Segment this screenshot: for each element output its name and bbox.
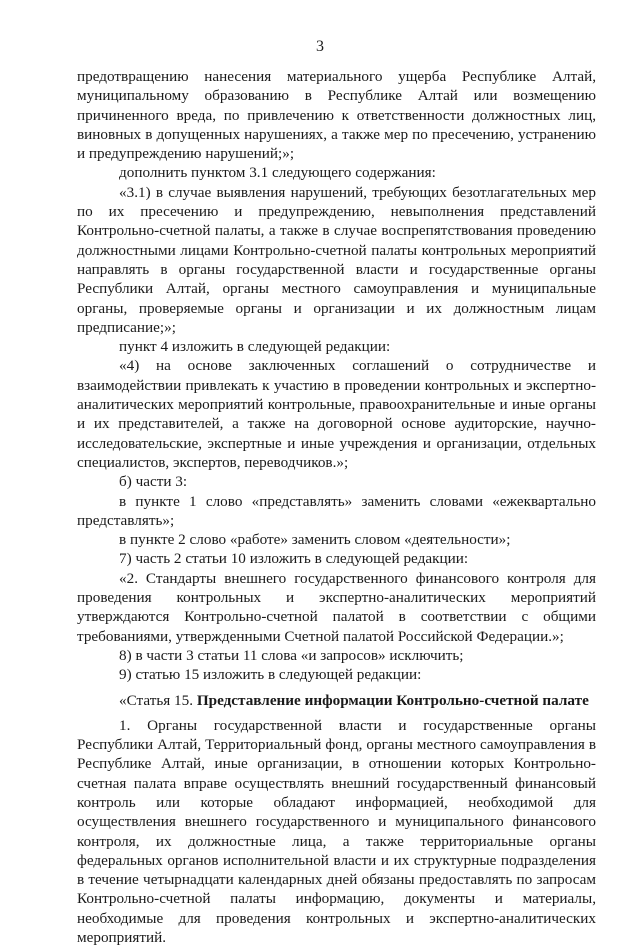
paragraph-item-2: в пункте 2 слово «работе» заменить словом «деятельности»; [119, 531, 511, 549]
paragraph-standards: «2. Стандарты внешнего государственного финансового контроля для проведения контрольных и экспертно-аналитических мероприятий утверждаются Контрольно-счетной палатой в соответствии с общими требованиями, утвержденными Счетной палатой Российской Федерации.»; [77, 569, 596, 645]
page-number: 3 [316, 38, 324, 55]
paragraph-part-3: б) части 3: [119, 473, 188, 491]
paragraph-item-7: 7) часть 2 статьи 10 изложить в следующей редакции: [119, 550, 469, 568]
paragraph-point-4: «4) на основе заключенных соглашений о сотрудничестве и взаимодействии привлекать к участию в проведении контрольных и экспертно-аналитических мероприятий контрольные, правоохранительные и иные органы и их представителей, а также на договорной основе аудиторские, научно-исследовательские, экспертные и иные учреждения и организации, отдельных специалистов, экспертов, переводчиков.»; [77, 357, 596, 471]
paragraph-continuation: предотвращению нанесения материального ущерба Республике Алтай, муниципальному образованию в Республике Алтай или возмещению причиненного вреда, по привлечению к ответственности должностных лиц, виновных в допущенных нарушениях, а также мер по пресечению, устранению и предупреждению нарушений;»; [77, 68, 596, 163]
document-body [77, 67, 596, 947]
article-paragraph-1: 1. Органы государственной власти и государственные органы Республики Алтай, Территориальный фонд, органы местного самоуправления в Республике Алтай, иные организации, в отношении которых Контрольно-счетная палата вправе осуществлять внешний государственный финансовый контроль или которые обладают информацией, необходимой для осуществления внешнего государственного и муниципального финансового контроля, их должностные лица, а также территориальные органы федеральных органов исполнительной власти и их структурные подразделения в течение четырнадцати календарных дней обязаны предоставлять по запросам Контрольно-счетной палаты информацию, документы и материалы, необходимые для проведения контрольных и экспертно-аналитических мероприятий. [77, 716, 596, 947]
paragraph-item-1: в пункте 1 слово «представлять» заменить словами «ежеквартально представлять»; [77, 492, 596, 529]
article-heading [77, 691, 596, 710]
paragraph-item-9: 9) статью 15 изложить в следующей редакции: [119, 666, 422, 684]
paragraph-point-4-intro: пункт 4 изложить в следующей редакции: [119, 338, 391, 356]
article-heading-title: Представление информации Контрольно-счетной палате [196, 691, 589, 709]
article-heading-prefix: «Статья 15. [119, 691, 197, 709]
paragraph-item-8: 8) в части 3 статьи 11 слова «и запросов» исключить; [119, 646, 464, 664]
paragraph-add-point: дополнить пунктом 3.1 следующего содержания: [119, 164, 436, 182]
paragraph-point-3-1: «3.1) в случае выявления нарушений, требующих безотлагательных мер по их пресечению и предупреждению, невыполнения представлений Контрольно-счетной палаты, а также в случае воспрепятствования проведению должностными лицами Контрольно-счетной палаты контрольных мероприятий направлять в органы государственной власти и государственные органы Республики Алтай, органы местного самоуправления и муниципальные органы, проверяемые органы и организации и их должностным лицам предписание;»; [77, 183, 596, 336]
